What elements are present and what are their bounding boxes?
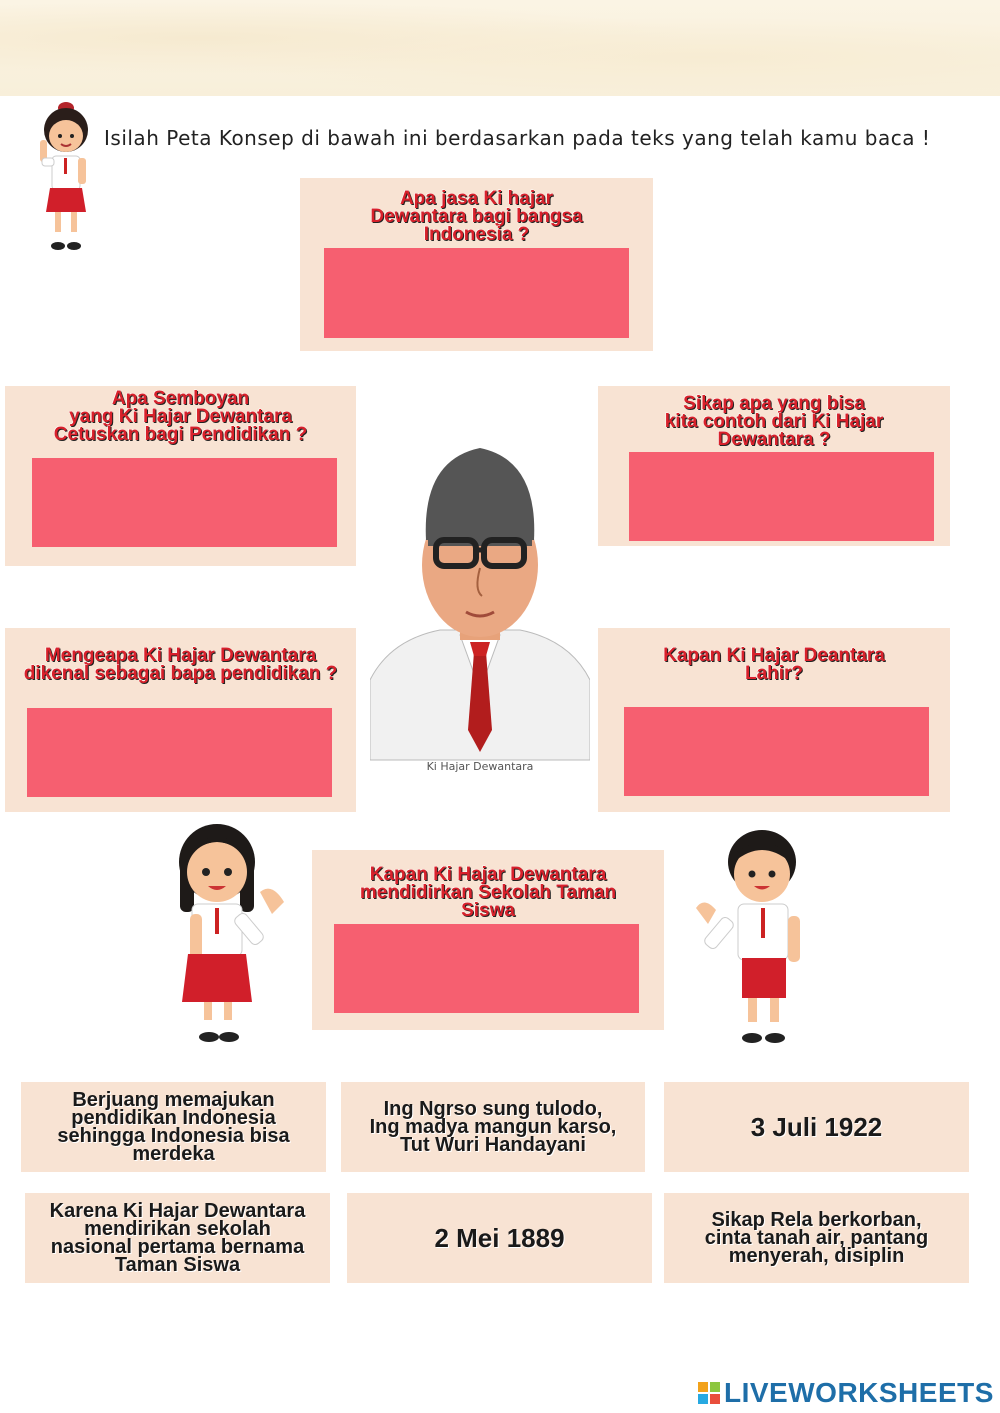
question-card-6: [312, 850, 664, 1030]
answer-option-4[interactable]: Karena Ki Hajar Dewantara mendirikan sekolah nasional pertama bernama Taman Siswa: [25, 1193, 330, 1283]
question-card-1: [300, 178, 653, 351]
answer-option-6[interactable]: Sikap Rela berkorban, cinta tanah air, pantang menyerah, disiplin: [664, 1193, 969, 1283]
answer-dropzone-1[interactable]: [324, 248, 629, 338]
answer-option-2[interactable]: Ing Ngrso sung tulodo, Ing madya mangun karso, Tut Wuri Handayani: [341, 1082, 645, 1172]
answer-dropzone-5[interactable]: [624, 707, 929, 796]
logo-text: LIVEWORKSHEETS: [724, 1377, 994, 1408]
ki-hajar-dewantara-portrait: [370, 430, 590, 775]
schoolgirl-illustration: [172, 822, 292, 1047]
question-card-4: [5, 628, 356, 812]
question-card-2: [5, 386, 356, 566]
question-6-text: Kapan Ki Hajar Dewantara mendidirkan Sekolah Taman Siswa: [359, 864, 617, 921]
portrait-caption: Ki Hajar Dewantara: [426, 760, 534, 773]
question-card-5: [598, 628, 950, 812]
logo-mark-icon: [698, 1382, 720, 1404]
liveworksheets-logo: [698, 1376, 994, 1410]
question-card-3: [598, 386, 950, 546]
question-1-text: Apa jasa Ki hajar Dewantara bagi bangsa Indonesia ?: [370, 188, 583, 245]
instruction-text: Isilah Peta Konsep di bawah ini berdasarkan pada teks yang telah kamu baca !: [104, 126, 931, 150]
answer-option-1[interactable]: Berjuang memajukan pendidikan Indonesia sehingga Indonesia bisa merdeka: [21, 1082, 326, 1172]
answer-dropzone-6[interactable]: [334, 924, 639, 1013]
question-3-text: Sikap apa yang bisa kita contoh dari Ki Hajar Dewantara ?: [664, 393, 884, 450]
answer-dropzone-4[interactable]: [27, 708, 332, 797]
header-banner: [0, 0, 1000, 96]
schoolboy-illustration: [692, 826, 812, 1048]
question-2-text: Apa Semboyan yang Ki Hajar Dewantara Cetuskan bagi Pendidikan ?: [53, 388, 308, 445]
answer-dropzone-3[interactable]: [629, 452, 934, 541]
answer-dropzone-2[interactable]: [32, 458, 337, 547]
girl-waving-illustration: [28, 100, 98, 255]
answer-option-5[interactable]: 2 Mei 1889: [347, 1193, 652, 1283]
question-4-text: Mengeapa Ki Hajar Dewantara dikenal sebagai bapa pendidikan ?: [23, 645, 338, 684]
question-5-text: Kapan Ki Hajar Deantara Lahir?: [663, 645, 885, 684]
answer-option-3[interactable]: 3 Juli 1922: [664, 1082, 969, 1172]
